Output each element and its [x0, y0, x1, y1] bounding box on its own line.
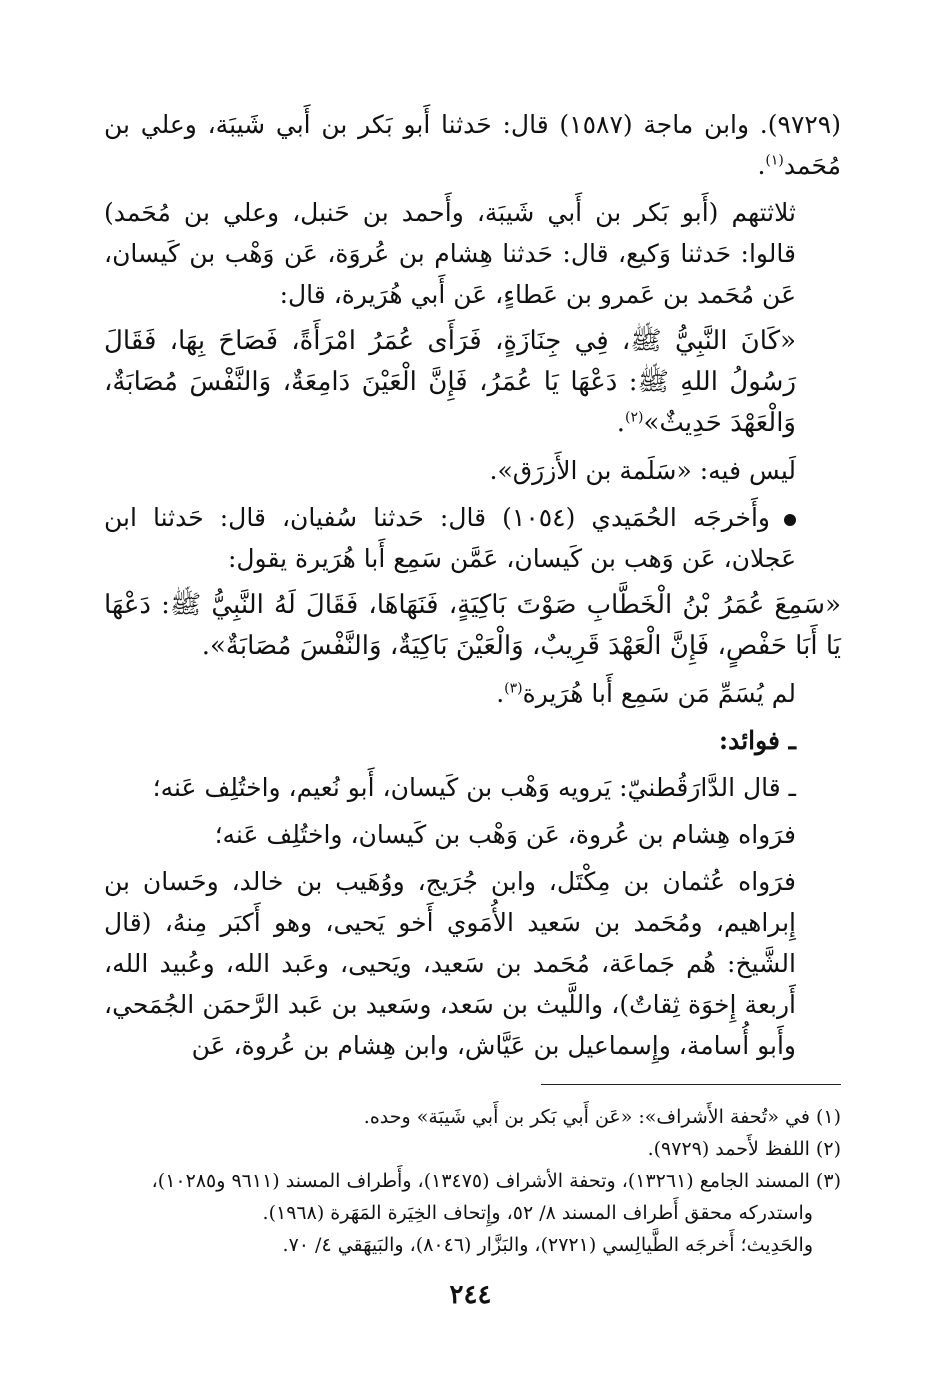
footnote-3-continued: واستدركه محقق أَطراف المسند ٨/ ٥٢، وإِتحاف الخِيَرة المَهَرة (١٩٦٨). [262, 1202, 813, 1224]
footnote-divider [541, 1084, 841, 1085]
paragraph-narrators: فرَواه عُثمان بن مِكْتَل، وابن جُرَيج، ووُهَيب بن خالد، وحَسان بن إِبراهيم، ومُحَمد بن سَعيد الأُمَوي أَخو يَحيى، وهو أَكبَر مِنهُ، (قال الشَّيخ: هُم جَماعَة، مُحَمد بن سَعيد، ويَحيى، وعَبد الله، وعُبيد الله، أَربعة إِخوَة ثِقاتٌ)، واللَّيث بن سَعد، وسَعيد بن عَبد الرَّحمَن الجُمَحي، وأَبو أُسامة، وإِسماعيل بن عَيَّاش، وابن هِشام بن عُروة، عَن [104, 867, 796, 1060]
paragraph-daraqutni: ـ قال الدَّارَقُطنيّ: يَرويه وَهْب بن كَيسان، أَبو نُعيم، واختُلِف عَنه؛ [152, 773, 796, 802]
footnote-ref-3: (٣) [504, 680, 523, 697]
book-page [104, 104, 841, 1344]
footnote-2: (٢) اللفظ لأَحمد (٩٧٢٩). [647, 1138, 841, 1160]
footnote-ref-2: (٢) [624, 409, 644, 426]
paragraph-text: (٩٧٢٩). وابن ماجة (١٥٨٧) قال: حَدثنا أَبو بَكر بن أَبي شَيبَة، وعلي بن مُحَمد [104, 110, 841, 180]
page-number: ٢٤٤ [449, 1280, 492, 1310]
footnote-3: (٣) المسند الجامع (١٣٢٦١)، وتحفة الأشراف (١٣٤٧٥)، وأَطراف المسند (٩٦١١ و١٠٢٨٥)، [151, 1170, 841, 1192]
paragraph-chain: ثلاثتهم (أَبو بَكر بن أَبي شَيبَة، وأَحمد بن حَنبل، وعلي بن مُحَمد) قالوا: حَدثنا وَكيع، قال: حَدثنا هِشام بن عُروَة، عَن وَهْب بن كَيسان، عَن مُحَمد بن عَمرو بن عَطاءٍ، عَن أَبي هُرَيرة، قال: [104, 198, 796, 309]
hadith-text-2: «سَمِعَ عُمَرُ بْنُ الْخَطَّابِ صَوْتَ بَاكِيَةٍ، فَنَهَاهَا، فَقَالَ لَهُ النَّبِيُّ ﷺ: دَعْهَا يَا أَبَا حَفْصٍ، فَإِنَّ الْعَهْدَ قَرِيبٌ، وَالْعَيْنَ بَاكِيَةٌ، وَالنَّفْسَ مُصَابَةٌ». [104, 590, 841, 661]
footnote-ref-1: (١) [765, 152, 784, 169]
paragraph-text: لم يُسَمِّ مَن سَمِع أَبا هُرَيرة [522, 679, 796, 708]
footnotes [104, 1101, 841, 1261]
paragraph-unnamed [104, 673, 841, 714]
bullet-icon [784, 514, 796, 526]
main-text [104, 104, 841, 1066]
paragraph-humaidi [104, 497, 841, 579]
hadith-body: «كَانَ النَّبِيُّ ﷺ، فِي جِنَازَةٍ، فَرَأَى عُمَرُ امْرَأَةً، فَصَاحَ بِهَا، فَقَالَ رَسُولُ اللهِ ﷺ: دَعْهَا يَا عُمَرُ، فَإِنَّ الْعَيْنَ دَامِعَةٌ، وَالنَّفْسَ مُصَابَةٌ، وَالْعَهْدَ حَدِيثٌ» [104, 326, 796, 438]
hadith-end: . [616, 408, 625, 438]
section-heading: ـ فوائد: [718, 726, 796, 755]
paragraph-note: لَيس فيه: «سَلَمة بن الأَزرَق». [489, 456, 796, 485]
paragraph-end: . [757, 151, 766, 180]
paragraph-hisham: فرَواه هِشام بن عُروة، عَن وَهْب بن كَيسان، واختُلِف عَنه؛ [214, 820, 796, 849]
paragraph-ibn-majah [104, 104, 841, 186]
paragraph-text: وأَخرجَه الحُمَيدي (١٠٥٤) قال: حَدثنا سُفيان، قال: حَدثنا ابن عَجلان، عَن وَهب بن كَيسان، عَمَّن سَمِع أَبا هُرَيرة يقول: [104, 503, 796, 573]
hadith-text-1 [104, 321, 841, 444]
footnote-3-continued: والحَدِيث؛ أَخرجَه الطَّيالِسي (٢٧٢١)، والبَزَّار (٨٠٤٦)، والبَيهَقي ٤/ ٧٠. [282, 1234, 813, 1256]
paragraph-end: . [496, 679, 505, 708]
footnote-1: (١) في «تُحفة الأَشراف»: «عَن أَبي بَكر بن أَبي شَيبَة» وحده. [363, 1106, 841, 1128]
